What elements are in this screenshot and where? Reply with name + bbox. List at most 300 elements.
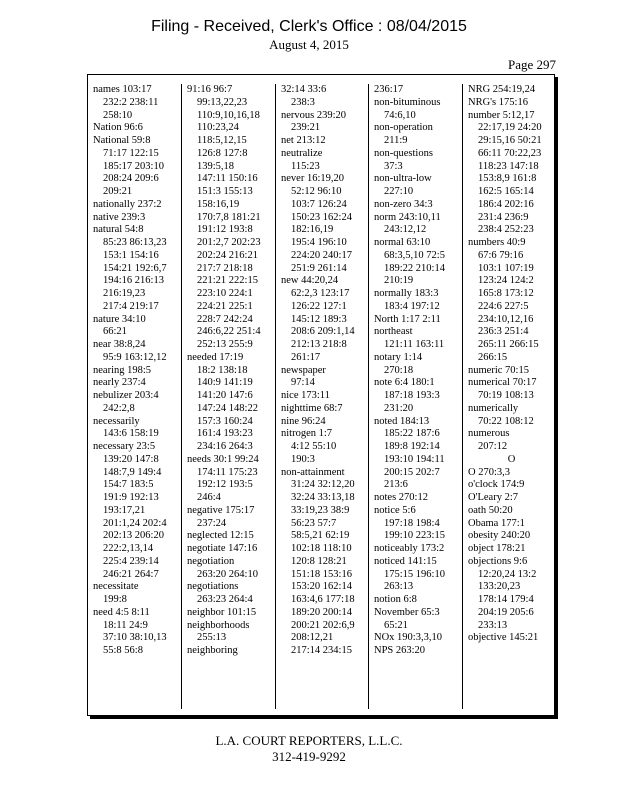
index-reference-line: 232:2 238:11 <box>103 96 159 108</box>
index-entry <box>93 84 181 122</box>
index-entry <box>468 632 555 645</box>
index-entry <box>374 594 462 607</box>
index-reference-line: 95:9 163:12,12 <box>103 351 167 363</box>
index-entry <box>374 237 462 288</box>
index-reference-line: 223:10 224:1 <box>197 288 253 299</box>
index-entry <box>468 556 555 633</box>
index-term-line: nearly 237:4 <box>93 377 146 389</box>
index-reference-line: 97:14 <box>291 377 315 389</box>
index-reference-line: 182:16,19 <box>291 224 334 236</box>
index-entry <box>187 556 275 582</box>
index-term-line: native 239:3 <box>93 211 146 223</box>
index-entry <box>281 173 368 275</box>
index-reference-line: 263:23 264:4 <box>197 594 253 605</box>
index-reference-line: 228:7 242:24 <box>197 313 253 325</box>
index-reference-line: 200:15 202:7 <box>384 466 440 478</box>
index-term-line: numerically <box>468 402 519 414</box>
index-reference-line: 265:11 266:15 <box>478 339 539 350</box>
index-entry <box>281 84 368 110</box>
index-term-line: object 178:21 <box>468 543 526 554</box>
index-reference-line: 118:5,12,15 <box>197 135 247 146</box>
index-reference-line: 175:15 196:10 <box>384 568 445 580</box>
index-reference-line: 65:21 <box>384 619 408 631</box>
index-entry <box>374 97 462 123</box>
index-reference-line: 246:6,22 251:4 <box>197 326 261 338</box>
index-entry <box>374 543 462 556</box>
index-reference-line: 193:17,21 <box>103 504 146 516</box>
index-term-line: NRG 254:19,24 <box>468 84 536 95</box>
index-term-line: normal 63:10 <box>374 237 431 248</box>
index-reference-line: 252:13 255:9 <box>197 339 253 350</box>
index-reference-line: 197:18 198:4 <box>384 517 440 529</box>
index-reference-line: 231:20 <box>384 402 414 414</box>
index-term-line: non-questions <box>374 147 433 159</box>
index-reference-line: 126:22 127:1 <box>291 300 347 312</box>
index-entry <box>281 135 368 148</box>
index-term-line: 91:16 96:7 <box>187 84 233 95</box>
index-entry <box>281 428 368 466</box>
index-entry <box>281 110 368 136</box>
index-entry <box>374 212 462 238</box>
index-reference-line: 200:21 202:6,9 <box>291 619 355 631</box>
index-reference-line: 139:20 147:8 <box>103 453 159 465</box>
index-entry <box>468 237 555 365</box>
index-reference-line: 174:11 175:23 <box>197 466 258 478</box>
index-term-line: numerical 70:17 <box>468 377 537 389</box>
index-reference-line: 231:4 236:9 <box>478 211 529 223</box>
index-column-3 <box>275 84 368 709</box>
index-reference-line: 208:12,21 <box>291 632 334 644</box>
index-term-line: near 38:8,24 <box>93 339 146 350</box>
index-term-line: negotiate 147:16 <box>187 543 258 554</box>
index-term-line: noted 184:13 <box>374 415 430 427</box>
index-term-line: nervous 239:20 <box>281 109 347 121</box>
index-reference-line: 165:8 173:12 <box>478 288 534 299</box>
index-entry <box>374 199 462 212</box>
index-reference-line: 110:9,10,16,18 <box>197 109 260 121</box>
filing-stamp: Filing - Received, Clerk's Office : 08/04/2015 <box>151 18 467 35</box>
index-reference-line: 139:5,18 <box>197 160 235 172</box>
document-date: August 4, 2015 <box>269 37 349 52</box>
index-reference-line: 237:24 <box>197 517 227 529</box>
index-reference-line: 236:3 251:4 <box>478 326 529 338</box>
index-entry <box>93 390 181 416</box>
index-reference-line: 193:10 194:11 <box>384 453 445 465</box>
index-entry <box>93 365 181 378</box>
index-reference-line: 66:21 <box>103 326 127 338</box>
index-reference-line: 115:23 <box>291 160 320 172</box>
index-entry <box>187 352 275 454</box>
index-reference-line: 147:24 148:22 <box>197 402 258 414</box>
index-term-line: November 65:3 <box>374 606 440 618</box>
index-entry <box>93 607 181 658</box>
index-term-line: oath 50:20 <box>468 504 513 516</box>
index-reference-line: 266:15 <box>478 351 508 363</box>
index-entry <box>374 607 462 633</box>
index-reference-line: 216:19,23 <box>103 288 146 299</box>
page-number: Page 297 <box>507 57 556 72</box>
index-term-line: net 213:12 <box>281 135 326 146</box>
index-term-line: needs 30:1 99:24 <box>187 453 259 465</box>
index-reference-line: 194:16 216:13 <box>103 275 164 287</box>
index-entry <box>468 467 555 480</box>
index-term-line: objective 145:21 <box>468 632 539 644</box>
index-entry <box>93 377 181 390</box>
index-term-line: non-bituminous <box>374 96 441 108</box>
index-term-line: non-operation <box>374 122 433 134</box>
index-entry <box>187 620 275 646</box>
index-reference-line: 251:9 261:14 <box>291 262 347 274</box>
index-reference-line: 18:11 24:9 <box>103 619 148 631</box>
index-entry <box>468 428 555 454</box>
index-entry <box>374 122 462 148</box>
index-reference-line: 153:8,9 161:8 <box>478 173 537 185</box>
index-term-line: need 4:5 8:11 <box>93 606 150 618</box>
index-term-line: note 6:4 180:1 <box>374 377 435 389</box>
index-term-line: negotiation <box>187 555 235 567</box>
index-reference-line: 58:5,21 62:19 <box>291 530 350 542</box>
index-reference-line: 242:2,8 <box>103 402 135 414</box>
index-term-line: noticed 141:15 <box>374 555 437 567</box>
index-entry <box>187 607 275 620</box>
index-reference-line: 224:6 227:5 <box>478 300 529 312</box>
index-term-line: negotiations <box>187 581 239 593</box>
index-term-line: non-attainment <box>281 466 345 478</box>
index-term-line: Nation 96:6 <box>93 122 143 134</box>
index-reference-line: 153:20 162:14 <box>291 581 352 593</box>
index-term-line: O 270:3,3 <box>468 466 510 478</box>
index-reference-line: 126:8 127:8 <box>197 147 248 159</box>
index-reference-line: 31:24 32:12,20 <box>291 479 355 491</box>
index-term-line: 32:14 33:6 <box>281 84 327 95</box>
index-entry <box>93 199 181 212</box>
index-term-line: nebulizer 203:4 <box>93 390 159 401</box>
index-reference-line: 261:17 <box>291 351 321 363</box>
index-reference-line: 29:15,16 50:21 <box>478 135 542 146</box>
index-term-line: never 16:19,20 <box>281 173 344 185</box>
index-entry <box>187 543 275 556</box>
index-entry <box>374 492 462 505</box>
index-reference-line: 183:4 197:12 <box>384 300 440 312</box>
index-entry <box>187 454 275 505</box>
index-entry <box>468 543 555 556</box>
index-reference-line: 199:10 223:15 <box>384 530 445 542</box>
index-reference-line: 204:19 205:6 <box>478 606 534 618</box>
index-reference-line: 32:24 33:13,18 <box>291 492 355 503</box>
index-entry <box>468 110 555 238</box>
index-term-line: new 44:20,24 <box>281 275 339 287</box>
index-entry <box>281 467 368 658</box>
index-letter-heading: O <box>507 453 516 465</box>
index-reference-line: 263:13 <box>384 581 414 593</box>
index-term-line: notion 6:8 <box>374 594 417 605</box>
index-term-line: nighttime 68:7 <box>281 402 343 414</box>
index-reference-line: 163:4,6 177:18 <box>291 594 355 605</box>
index-term-line: negative 175:17 <box>187 504 255 516</box>
index-reference-line: 191:12 193:8 <box>197 224 253 236</box>
index-reference-line: 233:13 <box>478 619 508 631</box>
index-entry <box>374 645 462 658</box>
index-term-line: notes 270:12 <box>374 492 428 503</box>
index-term-line: non-zero 34:3 <box>374 198 433 210</box>
index-reference-line: 150:23 162:24 <box>291 211 352 223</box>
index-term-line: nationally 237:2 <box>93 198 162 210</box>
index-reference-line: 238:4 252:23 <box>478 224 534 236</box>
index-reference-line: 148:7,9 149:4 <box>103 466 162 478</box>
index-entry <box>374 352 462 378</box>
index-term-line: nitrogen 1:7 <box>281 428 333 440</box>
index-term-line: names 103:17 <box>93 84 152 95</box>
index-entry <box>93 122 181 135</box>
index-entry <box>93 581 181 607</box>
index-term-line: necessarily <box>93 415 140 427</box>
index-reference-line: 258:10 <box>103 109 133 121</box>
index-reference-line: 186:4 202:16 <box>478 198 534 210</box>
index-reference-line: 178:14 179:4 <box>478 594 534 605</box>
index-reference-line: 85:23 86:13,23 <box>103 237 167 248</box>
index-entry <box>468 518 555 531</box>
index-reference-line: 162:5 165:14 <box>478 186 534 197</box>
index-term-line: neighborhoods <box>187 619 250 631</box>
index-reference-line: 66:11 70:22,23 <box>478 147 542 159</box>
index-entry <box>187 530 275 543</box>
index-reference-line: 68:3,5,10 72:5 <box>384 249 445 261</box>
index-term-line: numeric 70:15 <box>468 364 529 376</box>
index-entry <box>468 403 555 429</box>
index-entry <box>468 97 555 110</box>
index-reference-line: 224:21 225:1 <box>197 300 253 312</box>
court-reporter-name: L.A. COURT REPORTERS, L.L.C. <box>215 733 403 748</box>
index-term-line: O'Leary 2:7 <box>468 492 518 503</box>
index-reference-line: 222:2,13,14 <box>103 543 154 554</box>
index-term-line: NOx 190:3,3,10 <box>374 632 442 644</box>
index-reference-line: 217:7 218:18 <box>197 262 253 274</box>
index-reference-line: 170:7,8 181:21 <box>197 211 261 223</box>
index-reference-line: 143:6 158:19 <box>103 428 159 440</box>
index-term-line: necessitate <box>93 581 139 593</box>
index-reference-line: 239:21 <box>291 122 321 134</box>
index-reference-line: 217:4 219:17 <box>103 300 159 312</box>
index-reference-line: 70:22 108:12 <box>478 415 534 427</box>
index-reference-line: 153:1 154:16 <box>103 249 159 261</box>
index-reference-line: 227:10 <box>384 186 414 197</box>
index-reference-line: 158:16,19 <box>197 198 240 210</box>
index-reference-line: 199:8 <box>103 594 127 605</box>
index-entry <box>187 505 275 531</box>
index-reference-line: 12:20,24 13:2 <box>478 568 537 580</box>
index-term-line: natural 54:8 <box>93 224 144 236</box>
index-reference-line: 246:21 264:7 <box>103 568 159 580</box>
index-term-line: obesity 240:20 <box>468 530 531 542</box>
index-reference-line: 67:6 79:16 <box>478 249 524 261</box>
index-entry <box>281 148 368 174</box>
index-reference-line: 201:1,24 202:4 <box>103 517 167 529</box>
index-entry <box>374 416 462 493</box>
index-reference-line: 22:17,19 24:20 <box>478 122 542 134</box>
index-term-line: norm 243:10,11 <box>374 211 441 223</box>
index-reference-line: 151:18 153:16 <box>291 568 352 580</box>
index-reference-line: 190:3 <box>291 453 315 465</box>
index-reference-line: 18:2 138:18 <box>197 364 248 376</box>
index-entry <box>374 632 462 645</box>
index-reference-line: 120:8 128:21 <box>291 555 347 567</box>
index-term-line: normally 183:3 <box>374 288 439 299</box>
index-entry <box>187 581 275 607</box>
index-entry <box>281 403 368 416</box>
index-term-line: NPS 263:20 <box>374 645 426 656</box>
index-reference-line: 141:20 147:6 <box>197 390 253 401</box>
index-reference-line: 70:19 108:13 <box>478 390 534 401</box>
index-column-2 <box>181 84 275 709</box>
index-column-4 <box>368 84 462 709</box>
index-reference-line: 202:13 206:20 <box>103 530 164 542</box>
index-entry <box>281 365 368 391</box>
index-entry <box>468 505 555 518</box>
index-reference-line: 161:4 193:23 <box>197 428 253 440</box>
index-reference-line: 74:6,10 <box>384 109 416 121</box>
index-reference-line: 238:3 <box>291 96 315 108</box>
index-entry <box>374 288 462 314</box>
index-term-line: noticeably 173:2 <box>374 543 445 554</box>
index-term-line: number 5:12,17 <box>468 109 535 121</box>
index-reference-line: 33:19,23 38:9 <box>291 504 350 516</box>
index-reference-line: 213:6 <box>384 479 408 491</box>
index-reference-line: 118:23 147:18 <box>478 160 539 172</box>
index-reference-line: 62:2,3 123:17 <box>291 288 350 299</box>
index-reference-line: 221:21 222:15 <box>197 275 258 287</box>
index-reference-line: 189:22 210:14 <box>384 262 445 274</box>
index-reference-line: 154:7 183:5 <box>103 479 154 491</box>
index-term-line: nearing 198:5 <box>93 364 152 376</box>
index-reference-line: 225:4 239:14 <box>103 555 159 567</box>
index-entry <box>93 416 181 442</box>
index-reference-line: 212:13 218:8 <box>291 339 347 350</box>
index-reference-line: 270:18 <box>384 364 414 376</box>
index-reference-line: 71:17 122:15 <box>103 147 159 159</box>
index-reference-line: 147:11 150:16 <box>197 173 258 185</box>
index-term-line: nature 34:10 <box>93 313 146 325</box>
index-reference-line: 145:12 189:3 <box>291 313 347 325</box>
index-entry <box>93 314 181 340</box>
index-term-line: neighbor 101:15 <box>187 606 257 618</box>
index-entry <box>374 84 462 97</box>
index-entry <box>187 645 275 658</box>
index-reference-line: 263:20 264:10 <box>197 568 258 580</box>
index-reference-line: 56:23 57:7 <box>291 517 337 529</box>
index-reference-line: 154:21 192:6,7 <box>103 262 167 274</box>
index-reference-line: 110:23,24 <box>197 122 239 134</box>
index-reference-line: 207:12 <box>478 441 508 452</box>
index-reference-line: 99:13,22,23 <box>197 96 248 108</box>
index-reference-line: 140:9 141:19 <box>197 377 253 389</box>
index-term-line: North 1:17 2:11 <box>374 313 441 325</box>
index-reference-line: 103:1 107:19 <box>478 262 534 274</box>
index-entry <box>374 556 462 594</box>
index-reference-line: 209:21 <box>103 186 133 197</box>
index-reference-line: 151:3 155:13 <box>197 186 253 197</box>
index-reference-line: 189:8 192:14 <box>384 441 440 452</box>
index-reference-line: 189:20 200:14 <box>291 606 352 618</box>
index-entry <box>374 326 462 352</box>
index-reference-line: 195:4 196:10 <box>291 237 347 248</box>
index-reference-line: 37:10 38:10,13 <box>103 632 167 644</box>
index-entry <box>468 492 555 505</box>
index-reference-line: 217:14 234:15 <box>291 645 352 656</box>
index-reference-line: 123:24 124:2 <box>478 275 534 287</box>
index-entry <box>93 339 181 365</box>
index-term-line: newspaper <box>281 364 326 376</box>
index-reference-line: 192:12 193:5 <box>197 479 253 491</box>
index-entry <box>281 275 368 364</box>
index-entry <box>468 377 555 403</box>
index-reference-line: 246:4 <box>197 492 221 503</box>
index-term-line: needed 17:19 <box>187 351 244 363</box>
index-reference-line: 102:18 118:10 <box>291 543 352 554</box>
index-term-line: notice 5:6 <box>374 504 416 516</box>
index-reference-line: 133:20,23 <box>478 581 521 593</box>
index-reference-line: 224:20 240:17 <box>291 249 352 261</box>
index-term-line: neighboring <box>187 645 238 656</box>
index-term-line: non-ultra-low <box>374 173 432 185</box>
index-entry <box>468 530 555 543</box>
index-reference-line: 234:10,12,16 <box>478 313 534 325</box>
index-term-line: nice 173:11 <box>281 390 330 401</box>
index-reference-line: 4:12 55:10 <box>291 441 337 452</box>
index-entry <box>468 84 555 97</box>
index-reference-line: 185:22 187:6 <box>384 428 440 440</box>
index-reference-line: 121:11 163:11 <box>384 339 445 350</box>
index-reference-line: 208:24 209:6 <box>103 173 159 185</box>
index-column-5 <box>462 84 555 709</box>
index-entry <box>374 173 462 199</box>
index-entry <box>374 377 462 415</box>
index-term-line: neglected 12:15 <box>187 530 254 542</box>
index-term-line: objections 9:6 <box>468 555 528 567</box>
index-term-line: NRG's 175:16 <box>468 96 528 108</box>
index-entry <box>93 224 181 313</box>
index-entry <box>374 148 462 174</box>
index-frame <box>87 74 555 716</box>
index-term-line: necessary 23:5 <box>93 441 156 452</box>
index-reference-line: 157:3 160:24 <box>197 415 253 427</box>
index-reference-line: 243:12,12 <box>384 224 427 236</box>
index-term-line: numerous <box>468 428 510 440</box>
index-entry <box>281 390 368 403</box>
index-reference-line: 201:2,7 202:23 <box>197 237 261 248</box>
index-term-line: o'clock 174:9 <box>468 479 525 491</box>
index-entry <box>374 505 462 543</box>
index-reference-line: 52:12 96:10 <box>291 186 342 197</box>
index-reference-line: 211:9 <box>384 135 408 146</box>
index-entry <box>93 135 181 199</box>
index-entry <box>281 416 368 429</box>
index-reference-line: 210:19 <box>384 275 414 287</box>
index-term-line: Obama 177:1 <box>468 517 525 529</box>
index-reference-line: 55:8 56:8 <box>103 645 143 656</box>
index-term-line: National 59:8 <box>93 135 151 146</box>
index-reference-line: 185:17 203:10 <box>103 160 164 172</box>
index-entry <box>374 314 462 327</box>
index-term-line: nine 96:24 <box>281 415 326 427</box>
index-entry <box>468 479 555 492</box>
index-entry <box>93 212 181 225</box>
index-term-line: northeast <box>374 326 413 338</box>
index-reference-line: 255:13 <box>197 632 227 644</box>
index-reference-line: 202:24 216:21 <box>197 249 258 261</box>
index-term-line: 236:17 <box>374 84 404 95</box>
index-entry <box>187 84 275 352</box>
index-entry <box>468 365 555 378</box>
